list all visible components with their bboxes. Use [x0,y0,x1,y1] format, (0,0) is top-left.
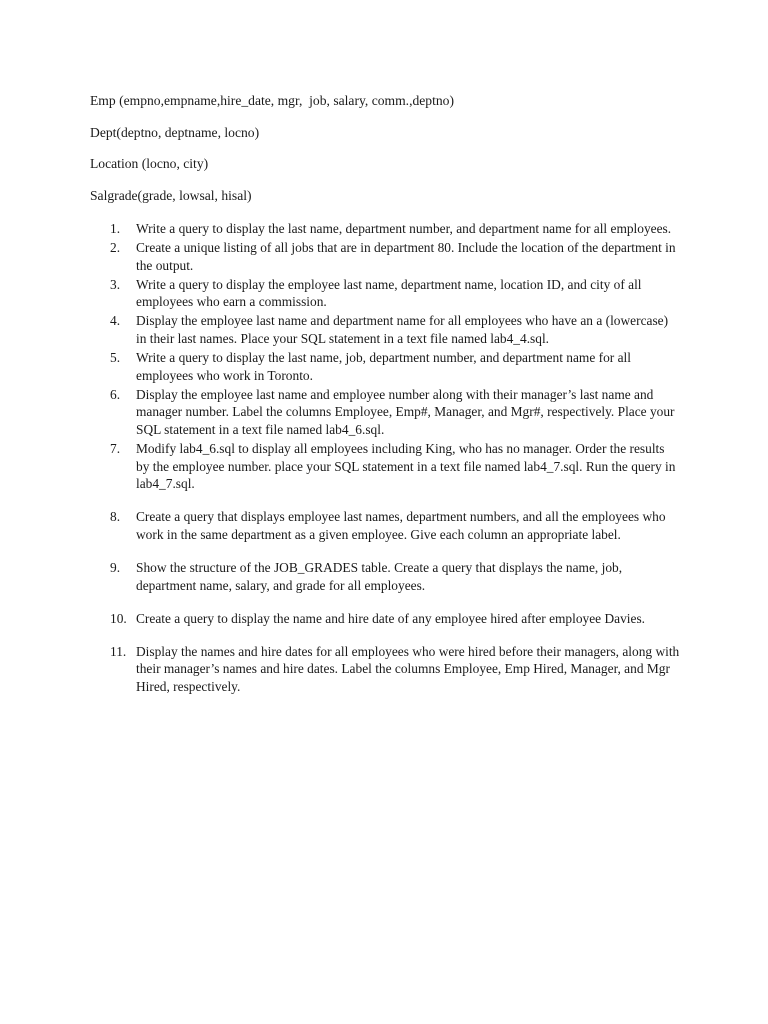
schema-emp: Emp (empno,empname,hire_date, mgr, job, salary, comm.,deptno) [90,93,454,108]
question-text: Write a query to display the employee last name, department name, location ID, and city of all employees who earn a commission. [136,276,642,310]
question-item [110,349,680,384]
question-number: 7. [110,441,121,457]
question-number: 9. [110,560,121,576]
schema-definitions [90,93,710,219]
question-text: Create a query that displays employee last names, department numbers, and all the employees who work in the same department as a given employee. Give each column an appropriate label. [136,509,666,542]
question-number: 6. [110,386,121,402]
question-text: Display the employee last name and employee number along with their manager’s last name and manager number. Label the columns Employee, Emp#, Manager, and Mgr#, respectively. Place your SQL statement in a text file named lab4_6.sql. [136,386,675,438]
schema-location: Location (locno, city) [90,156,209,171]
question-text: Create a query to display the name and hire date of any employee hired after employee Davies. [136,610,646,626]
question-item [110,220,680,238]
question-item [110,643,680,696]
question-number: 10. [110,610,127,626]
question-number: 3. [110,276,121,292]
question-text: Modify lab4_6.sql to display all employees including King, who has no manager. Order the results by the employee number. place your SQL statement in a text file named lab4_7.sql. Run the query in lab4_7.sql. [136,441,676,492]
question-text: Write a query to display the last name, job, department number, and department name for all employees who work in Toronto. [136,350,631,383]
question-item [110,508,680,543]
question-number: 4. [110,313,121,329]
question-number: 1. [110,221,121,236]
question-item [110,386,680,439]
question-list [110,220,680,697]
question-number: 2. [110,240,121,256]
question-item [110,312,680,347]
question-number: 8. [110,509,121,525]
question-item [110,559,680,594]
question-item [110,276,680,311]
question-text: Show the structure of the JOB_GRADES table. Create a query that displays the name, job, department name, salary, and grade for all employees. [136,560,623,593]
question-item [110,440,680,493]
question-item [110,610,680,628]
question-text: Display the employee last name and department name for all employees who have an a (lowercase) in their last names. Place your SQL statement in a text file named lab4_4.sql. [136,313,669,347]
question-text: Write a query to display the last name, department number, and department name for all employees. [136,221,672,236]
question-number: 5. [110,350,121,366]
question-text: Create a unique listing of all jobs that are in department 80. Include the location of the department in the output. [136,240,676,273]
schema-salgrade: Salgrade(grade, lowsal, hisal) [90,187,252,203]
question-text: Display the names and hire dates for all employees who were hired before their managers, along with their manager’s names and hire dates. Label the columns Employee, Emp Hired, Manager, and Mgr Hired, respectively. [136,643,680,695]
question-number: 11. [110,643,127,659]
schema-dept: Dept(deptno, deptname, locno) [90,124,260,140]
question-item [110,239,680,274]
